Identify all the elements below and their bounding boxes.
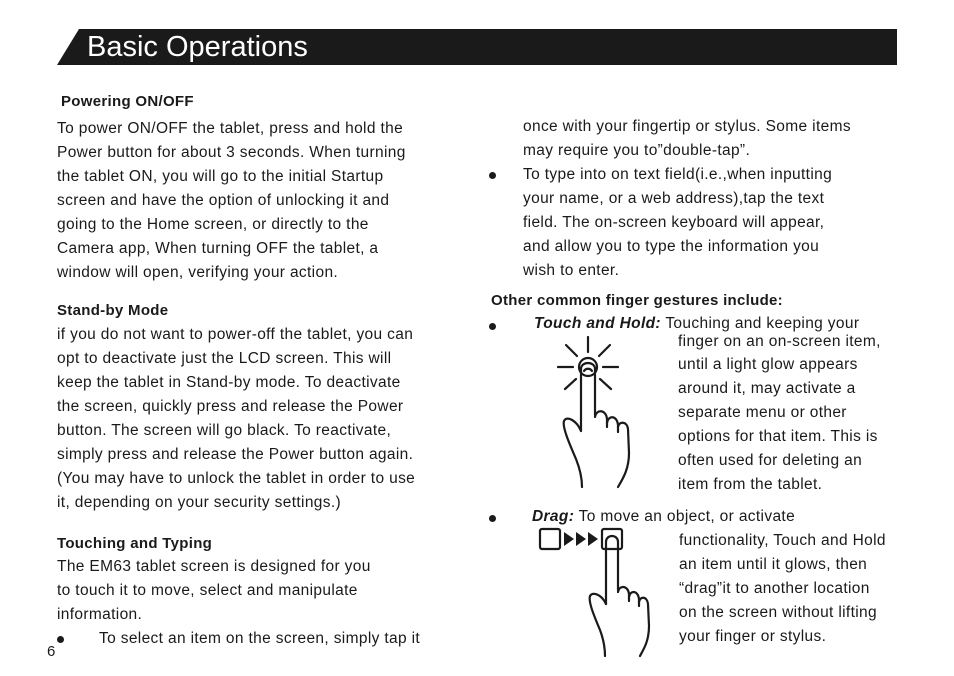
body-line: often used for deleting an [678, 452, 863, 469]
drag-label: Drag: [532, 508, 575, 525]
body-line: Camera app, When turning OFF the tablet, a [57, 240, 379, 257]
bullet-text-tap: To select an item on the screen, simply tap it [99, 630, 421, 647]
body-line: button. The screen will go black. To reactivate, [57, 422, 392, 439]
touch-hold-first-text: Touching and keeping your [665, 315, 860, 332]
body-line: the tablet ON, you will go to the initial Startup [57, 168, 384, 185]
body-line: the screen, quickly press and release the Power [57, 398, 404, 415]
bullet-dot [489, 515, 496, 522]
heading-powering: Powering ON/OFF [61, 93, 194, 110]
heading-touching: Touching and Typing [57, 535, 213, 552]
body-line: your finger or stylus. [679, 628, 827, 645]
finger-touch-glow-icon [548, 335, 648, 490]
body-line: your name, or a web address),tap the text [523, 190, 825, 207]
body-line: opt to deactivate just the LCD screen. This will [57, 350, 392, 367]
page-title: Basic Operations [87, 31, 308, 63]
body-line: To power ON/OFF the tablet, press and hold the [57, 120, 404, 137]
body-line: once with your fingertip or stylus. Some items [523, 118, 851, 135]
bullet-dot [489, 172, 496, 179]
body-line: separate menu or other [678, 404, 847, 421]
drag-first-line [532, 508, 795, 526]
bullet-dot [489, 323, 496, 330]
body-line: The EM63 tablet screen is designed for you [57, 558, 371, 575]
body-line: “drag”it to another location [679, 580, 870, 597]
touch-hold-label: Touch and Hold: [534, 315, 661, 332]
body-line: Power button for about 3 seconds. When turning [57, 144, 406, 161]
heading-gestures: Other common finger gestures include: [491, 292, 783, 309]
body-line: going to the Home screen, or directly to the [57, 216, 369, 233]
body-line: simply press and release the Power button again. [57, 446, 414, 463]
body-line: finger on an on-screen item, [678, 333, 881, 350]
body-line: around it, may activate a [678, 380, 856, 397]
body-line: wish to enter. [523, 262, 620, 279]
body-line: To type into on text field(i.e.,when inputting [523, 166, 833, 183]
body-line: window will open, verifying your action. [57, 264, 339, 281]
body-line: field. The on-screen keyboard will appear, [523, 214, 825, 231]
finger-drag-icon [536, 526, 660, 658]
body-line: an item until it glows, then [679, 556, 868, 573]
body-line: if you do not want to power-off the tablet, you can [57, 326, 414, 343]
section-banner [57, 29, 897, 65]
body-line: item from the tablet. [678, 476, 823, 493]
body-line: options for that item. This is [678, 428, 878, 445]
body-line: on the screen without lifting [679, 604, 877, 621]
page-number: 6 [47, 643, 56, 660]
body-line: may require you to”double-tap”. [523, 142, 751, 159]
body-line: information. [57, 606, 143, 623]
body-line: to touch it to move, select and manipulate [57, 582, 358, 599]
body-line: until a light glow appears [678, 356, 858, 373]
body-line: screen and have the option of unlocking it and [57, 192, 390, 209]
touch-hold-first-line [534, 315, 859, 333]
body-line: it, depending on your security settings.) [57, 494, 342, 511]
body-line: keep the tablet in Stand-by mode. To deactivate [57, 374, 401, 391]
bullet-dot [57, 636, 64, 643]
body-line: and allow you to type the information you [523, 238, 820, 255]
body-line: (You may have to unlock the tablet in order to use [57, 470, 416, 487]
body-line: functionality, Touch and Hold [679, 532, 886, 549]
heading-standby: Stand-by Mode [57, 302, 169, 319]
drag-first-text: To move an object, or activate [578, 508, 796, 525]
